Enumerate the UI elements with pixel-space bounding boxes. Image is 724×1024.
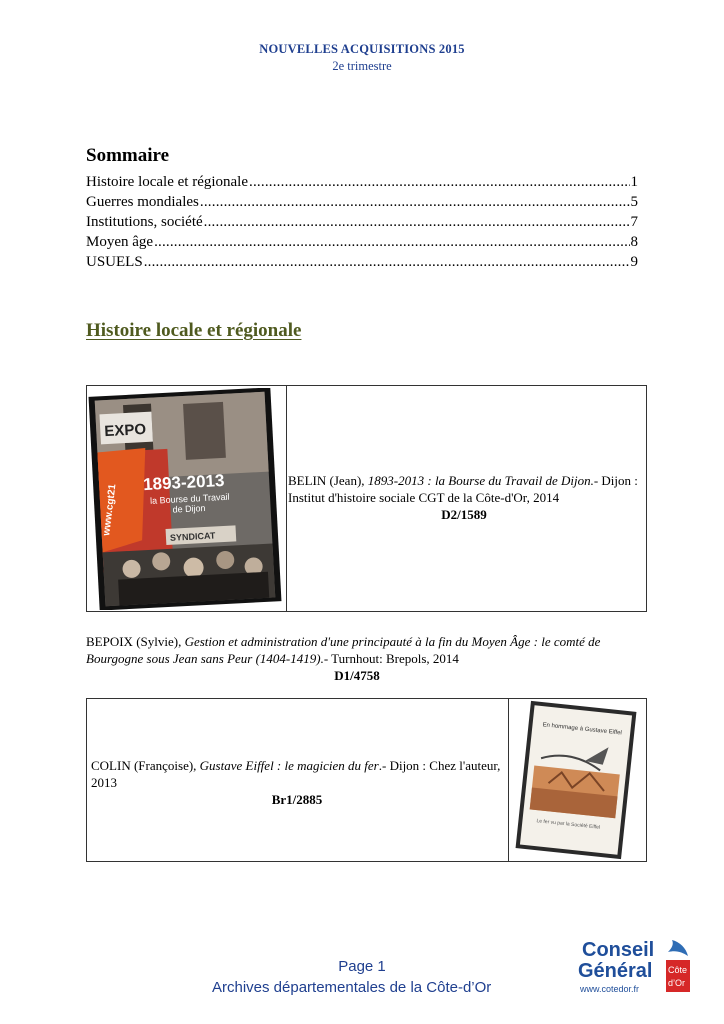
logo-line1: Conseil [582, 939, 655, 961]
toc-item-page: 5 [630, 194, 638, 210]
cover-big-title: 1893-2013 [142, 470, 225, 495]
entry-title: Gestion et administration d'une principauté à la fin du Moyen Âge : le comté de Bourgogne sous Jean sans Peur (1404-1419). [86, 634, 601, 666]
entry-cote: Br1/2885 [271, 792, 323, 807]
toc-leader-dots [154, 232, 629, 252]
toc-leader-dots [204, 212, 630, 232]
footer-organization: Archives départementales de la Côte-d’Or [212, 979, 492, 996]
entry-imprint: .- Dijon : Chez l'auteur, 2013 [91, 758, 501, 790]
toc-item-page: 1 [630, 174, 638, 190]
entry-bepoix [86, 633, 648, 684]
toc-item-page: 9 [630, 254, 638, 270]
entry-imprint: - Dijon : Institut d'histoire sociale CGT de la Côte-d'Or, 2014 [288, 473, 638, 505]
toc-item[interactable] [86, 232, 638, 252]
table-cell-divider [286, 386, 287, 611]
table-of-contents [86, 172, 638, 272]
document-header-title: NOUVELLES ACQUISITIONS 2015 [259, 42, 465, 56]
section-heading: Histoire locale et régionale [86, 320, 302, 341]
entry-imprint: - Turnhout: Brepols, 2014 [323, 651, 459, 666]
cover-banner-text: SYNDICAT [169, 530, 216, 543]
toc-item-page: 7 [630, 214, 638, 230]
toc-item-label: Histoire locale et régionale [86, 174, 249, 190]
toc-item[interactable] [86, 192, 638, 212]
entry-author: BELIN (Jean), [288, 473, 368, 488]
toc-leader-dots [200, 192, 630, 212]
logo-line2: Général [578, 960, 653, 982]
entry-title: Gustave Eiffel : le magicien du fer [199, 758, 379, 773]
entry-cote: D1/4758 [334, 668, 380, 683]
cover-sign-text: EXPO [103, 420, 147, 441]
footer-page-number: Page 1 [338, 958, 386, 975]
toc-title: Sommaire [86, 145, 170, 166]
cover-subtitle-line1: la Bourse du Travail [149, 491, 230, 506]
cover-web-text: www.cgt21 [101, 483, 119, 537]
toc-item-label: USUELS [86, 254, 143, 270]
cover-subtitle-line2: de Dijon [172, 502, 206, 515]
toc-item[interactable] [86, 172, 638, 192]
book-cover-bourse-du-travail [88, 388, 282, 610]
entry-author: COLIN (Françoise), [91, 758, 200, 773]
entry-belin [288, 472, 640, 523]
entry-cote: D2/1589 [441, 507, 487, 522]
book-cover-gustave-eiffel [509, 700, 643, 860]
cover-bottom-text: Le fer vu par la Société Eiffel [536, 818, 601, 831]
cover-top-text: En hommage à Gustave Eiffel [542, 722, 623, 737]
toc-leader-dots [249, 172, 629, 192]
toc-item-label: Moyen âge [86, 234, 154, 250]
entry-author: BEPOIX (Sylvie), [86, 634, 185, 649]
logo-badge-line1: Côte [668, 965, 688, 975]
entry-title: 1893-2013 : la Bourse du Travail de Dijon. [367, 473, 594, 488]
entry-colin [91, 757, 503, 808]
toc-item-label: Guerres mondiales [86, 194, 199, 210]
toc-leader-dots [144, 252, 630, 272]
logo-badge-line2: d’Or [668, 978, 686, 988]
toc-item[interactable] [86, 252, 638, 272]
toc-item-page: 8 [630, 234, 638, 250]
document-header-subtitle: 2e trimestre [332, 59, 392, 73]
conseil-general-logo [576, 936, 692, 998]
toc-item-label: Institutions, société [86, 214, 203, 230]
toc-item[interactable] [86, 212, 638, 232]
logo-url[interactable]: www.cotedor.fr [580, 984, 640, 994]
